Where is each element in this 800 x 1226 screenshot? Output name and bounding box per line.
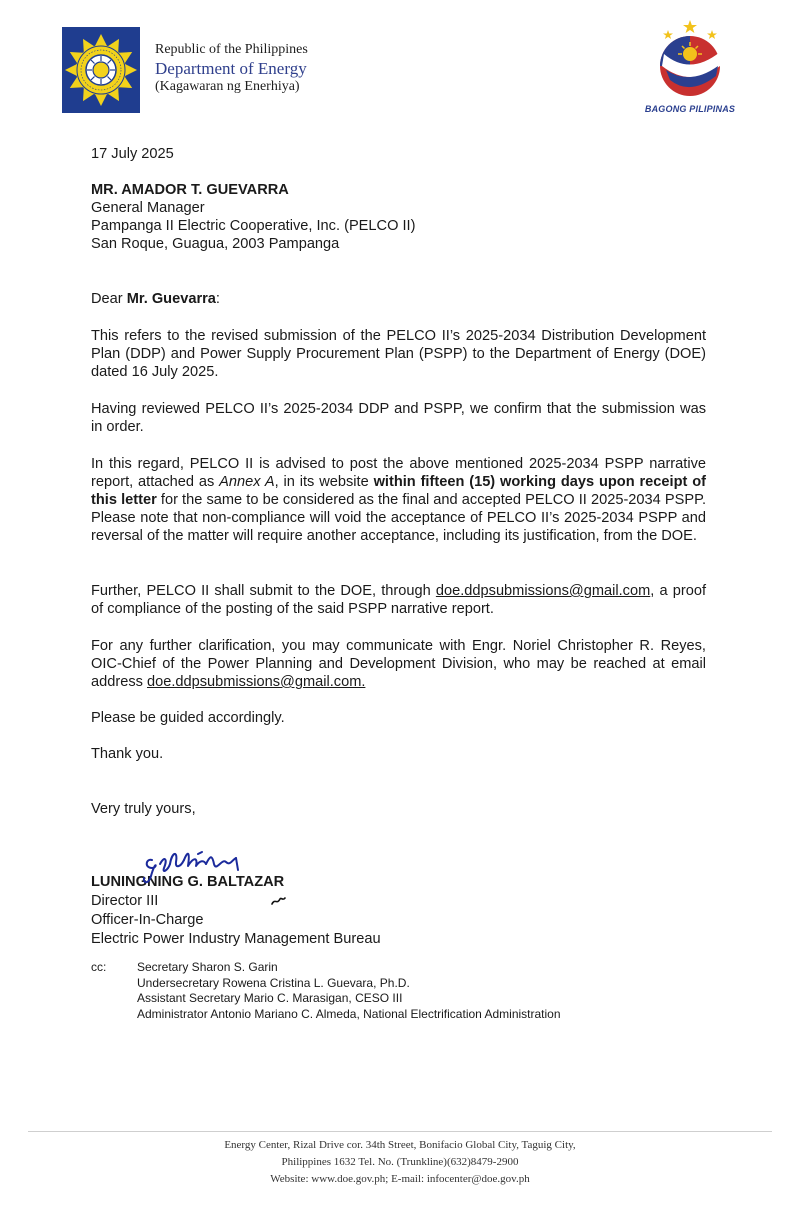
- recipient-title: General Manager: [91, 200, 205, 216]
- cc-recipient: Assistant Secretary Mario C. Marasigan, CESO III: [137, 991, 403, 1005]
- salutation-name: Mr. Guevarra: [126, 291, 216, 307]
- paragraph-submission: This refers to the revised submission of the PELCO II’s 2025-2034 Distribution Development Plan (DDP) and Power Supply Procurement Plan (PSPP) to the Department of Energy (DOE) dated 16 July 2025.: [91, 328, 706, 380]
- paragraph-review: Having reviewed PELCO II’s 2025-2034 DDP and PSPP, we confirm that the submission was in order.: [91, 401, 706, 435]
- filipino-name: (Kagawaran ng Enerhiya): [155, 79, 300, 95]
- recipient-organization: Pampanga II Electric Cooperative, Inc. (PELCO II): [91, 218, 416, 234]
- closing-line: Very truly yours,: [91, 801, 196, 817]
- bagong-pilipinas-text: BAGONG PILIPINAS: [644, 104, 736, 114]
- signatory-role: Officer-In-Charge: [91, 912, 204, 928]
- cc-list: [137, 960, 561, 1022]
- p4-text-a: Further, PELCO II shall submit to the DOE, through: [91, 583, 436, 599]
- footer-web-line: Website: www.doe.gov.ph; E-mail: infocenter@doe.gov.ph: [270, 1173, 530, 1185]
- p3-text-c: for the same to be considered as the final and accepted PELCO II 2025-2034 PSPP. Please note that non-compliance will void the acceptance of PELCO II’s 2025-2034 PSPP and reversal of the matter will require another acceptance, including its justification, from the DOE.: [91, 492, 707, 544]
- recipient-block: [91, 181, 706, 253]
- paragraph-compliance: [91, 582, 706, 618]
- thanks-line: Thank you.: [91, 746, 164, 762]
- paragraph-posting-advice: [91, 455, 706, 545]
- deadline-emphasis: within fifteen (15) working days upon receipt of this letter: [91, 474, 706, 508]
- initial-mark: [270, 894, 286, 906]
- salutation-prefix: Dear: [91, 291, 127, 307]
- salutation-suffix: :: [215, 291, 220, 307]
- cc-recipient: Secretary Sharon S. Garin: [137, 960, 278, 974]
- footer-address-line: Energy Center, Rizal Drive cor. 34th Street, Bonifacio Global City, Taguig City,: [224, 1139, 576, 1151]
- republic-text: Republic of the Philippines: [155, 42, 308, 57]
- recipient-name: MR. AMADOR T. GUEVARRA: [91, 182, 289, 198]
- signatory-bureau: Electric Power Industry Management Bureau: [91, 931, 381, 947]
- handwritten-signature: [138, 846, 248, 890]
- p3-text-b: , in its website: [274, 474, 374, 490]
- doe-seal-logo: [62, 27, 140, 113]
- footer-contact: [0, 1137, 800, 1188]
- footer-divider: [28, 1131, 772, 1132]
- agency-header: [155, 42, 308, 96]
- footer-phone-line: Philippines 1632 Tel. No. (Trunkline)(632)8479-2900: [281, 1156, 519, 1168]
- submission-email-link[interactable]: doe.ddpsubmissions@gmail.com: [435, 583, 651, 599]
- bagong-pilipinas-logo: [640, 14, 740, 118]
- recipient-address: San Roque, Guagua, 2003 Pampanga: [91, 236, 340, 252]
- salutation: [91, 290, 706, 308]
- cc-recipient: Administrator Antonio Mariano C. Almeda, National Electrification Administration: [137, 1006, 561, 1021]
- paragraph-clarification: [91, 637, 706, 691]
- p3-text-a: In this regard, PELCO II is advised to post the above mentioned 2025-2034 PSPP narrative report, attached as: [91, 456, 706, 490]
- clarification-email-link[interactable]: doe.ddpsubmissions@gmail.com.: [146, 674, 366, 690]
- p5-text-a: For any further clarification, you may communicate with Engr. Noriel Christopher R. Reyes, OIC-Chief of the Power Planning and Development Division, who may be reached at email address: [91, 638, 706, 690]
- annex-reference: Annex A: [219, 474, 275, 490]
- guided-line: Please be guided accordingly.: [91, 710, 285, 726]
- letter-date: 17 July 2025: [91, 146, 174, 162]
- p4-text-b: , a proof of compliance of the posting of the said PSPP narrative report.: [91, 583, 707, 617]
- signatory-name: LUNINGNING G. BALTAZAR: [91, 874, 285, 890]
- department-name: Department of Energy: [155, 58, 307, 78]
- cc-recipient: Undersecretary Rowena Cristina L. Guevara, Ph.D.: [137, 975, 410, 990]
- signatory-position: Director III: [91, 893, 159, 909]
- cc-label: cc:: [91, 960, 107, 974]
